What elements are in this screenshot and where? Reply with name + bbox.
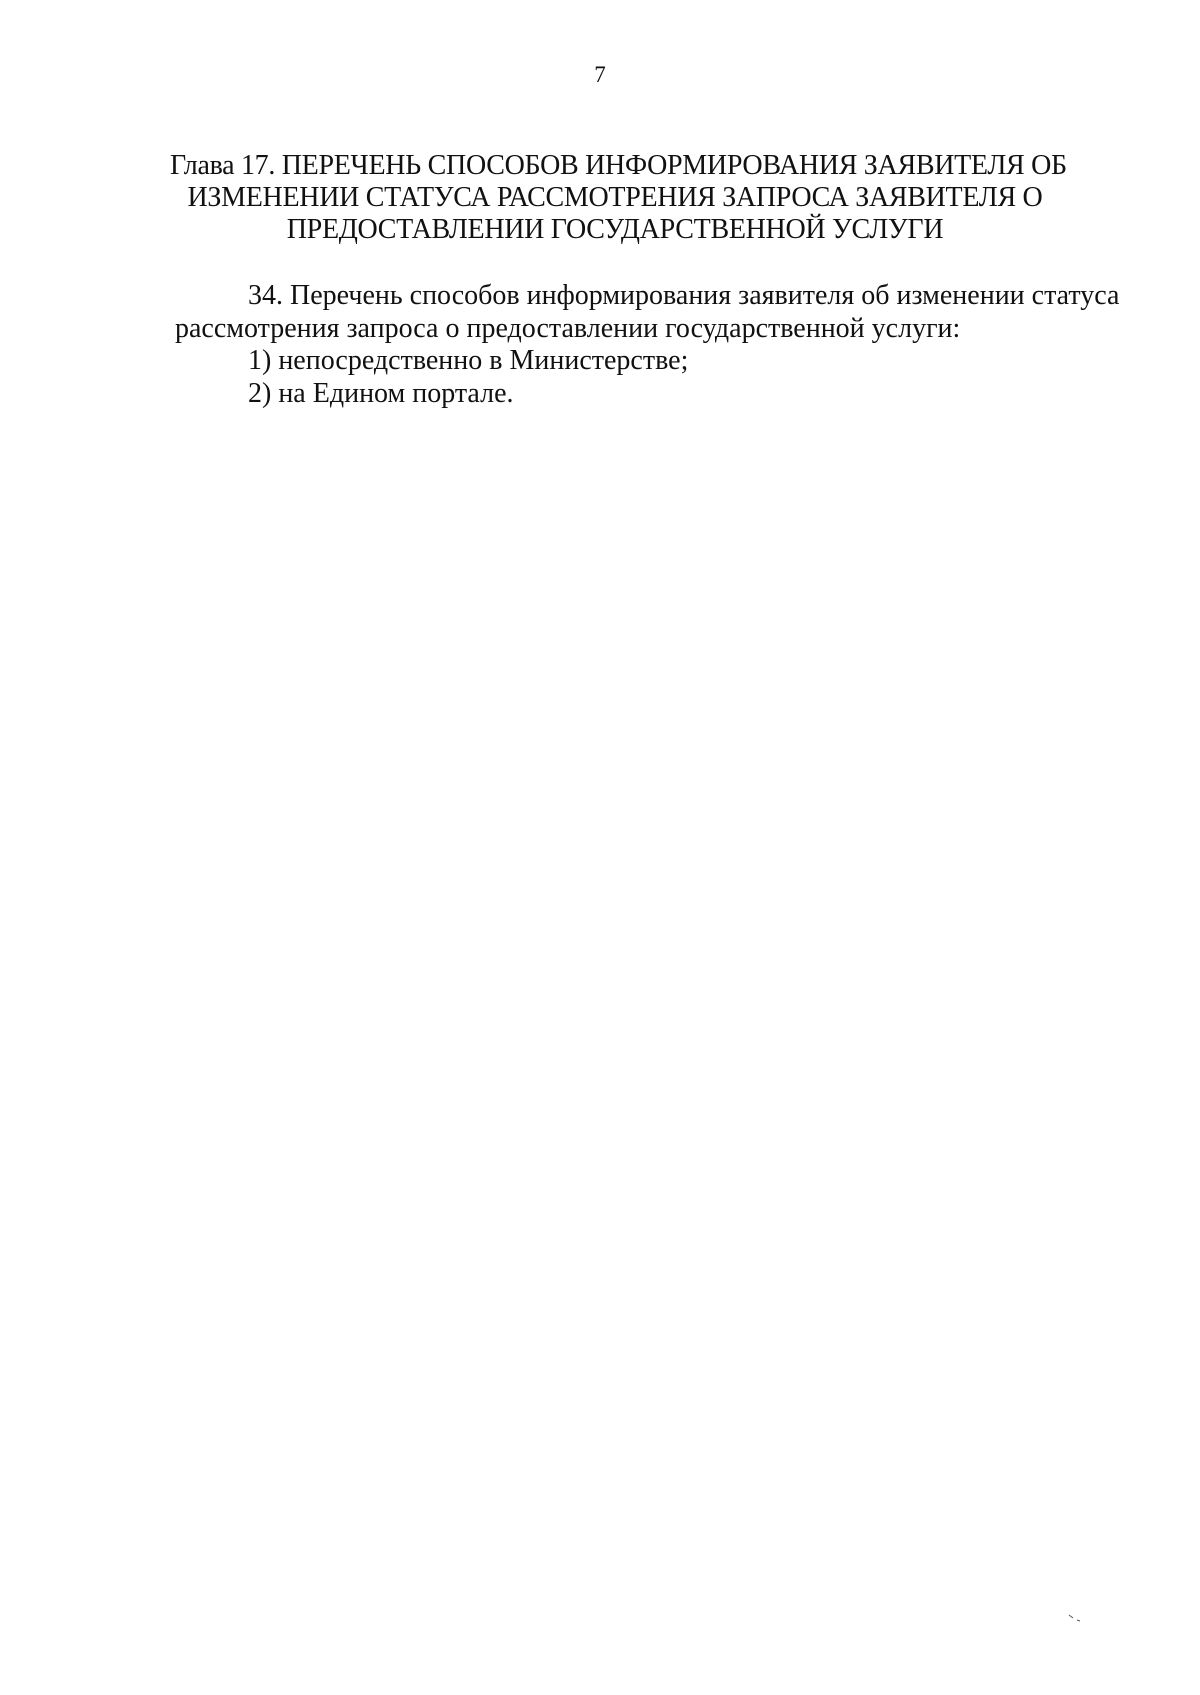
chapter-title	[170, 150, 1067, 246]
chapter-title-line-3: ПРЕДОСТАВЛЕНИИ ГОСУДАРСТВЕННОЙ УСЛУГИ	[286, 214, 944, 245]
paragraph-line-1: 34. Перечень способов информирования заявителя об изменении статуса	[248, 280, 1120, 311]
paragraph-line-2: рассмотрения запроса о предоставлении государственной услуги:	[175, 312, 961, 344]
paragraph-34	[175, 280, 1125, 410]
list-item-1: 1) непосредственно в Министерстве;	[248, 345, 689, 376]
chapter-title-line-1: Глава 17. ПЕРЕЧЕНЬ СПОСОБОВ ИНФОРМИРОВАНИЯ ЗАЯВИТЕЛЯ ОБ	[170, 150, 1067, 181]
list-item-2: 2) на Едином портале.	[248, 377, 514, 409]
chapter-title-line-2: ИЗМЕНЕНИИ СТАТУСА РАССМОТРЕНИЯ ЗАПРОСА ЗАЯВИТЕЛЯ О	[187, 182, 1043, 213]
page-number: 7	[594, 62, 606, 87]
scan-artifact-mark	[1068, 1614, 1082, 1622]
